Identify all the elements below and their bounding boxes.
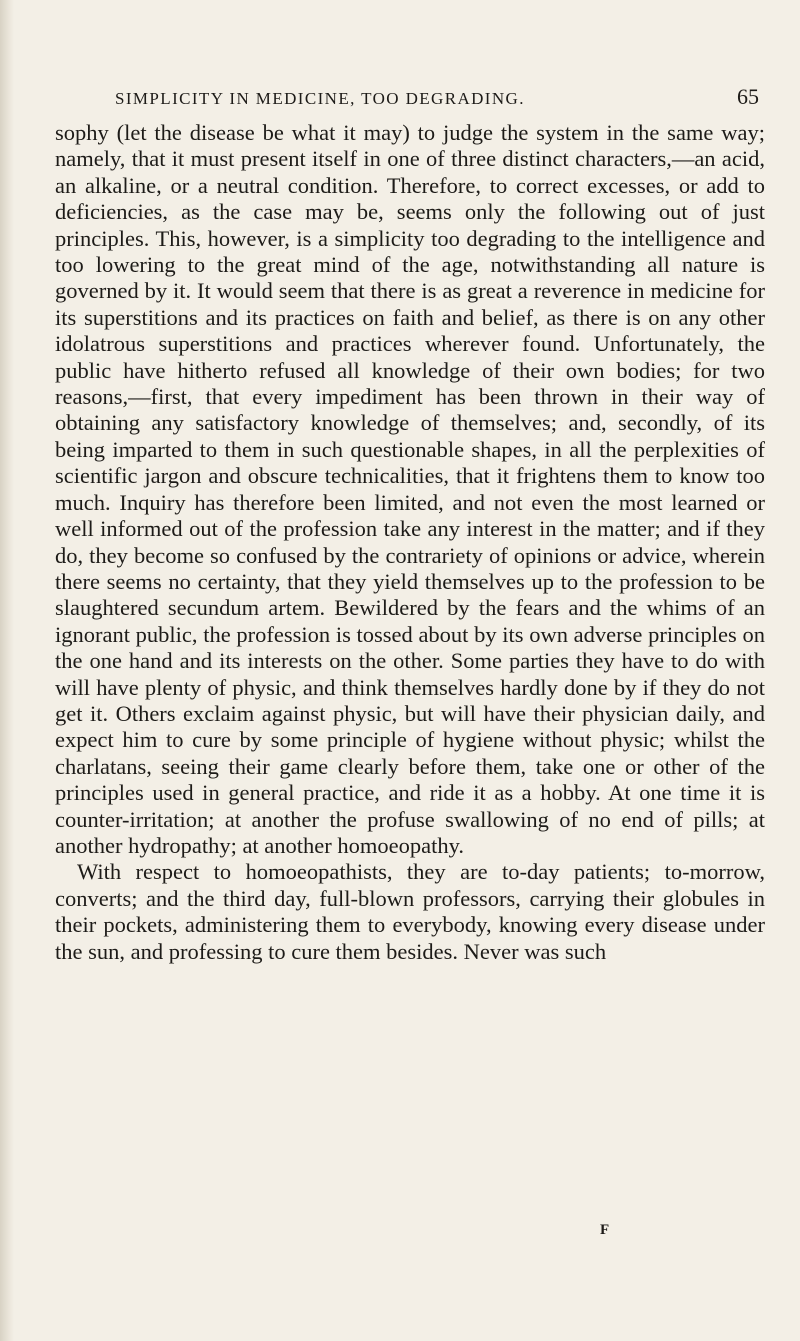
signature-mark: F <box>600 1222 610 1238</box>
running-head <box>55 84 765 120</box>
body-text <box>55 120 765 965</box>
paragraph-continued: sophy (let the disease be what it may) to judge the system in the same way; namely, that it must present itself in one of three distinct characters,—an acid, an alkaline, or a neutral condition. Therefore, to correct excesses, or add to deficiencies, as the case may be, seems only the following out of just principles. This, however, is a simplicity too degrading to the intelligence and too lowering to the great mind of the age, notwithstanding all nature is governed by it. It would seem that there is as great a reverence in medicine for its superstitions and its practices on faith and belief, as there is on any other idolatrous superstitions and practices wherever found. Unfortunately, the public have hitherto refused all knowledge of their own bodies; for two reasons,—first, that every impediment has been thrown in their way of obtaining any satisfactory knowledge of themselves; and, secondly, of its being imparted to them in such questionable shapes, in all the perplexities of scientific jargon and obscure technicalities, that it frightens them to know too much. Inquiry has therefore been limited, and not even the most learned or well informed out of the profession take any interest in the matter; and if they do, they become so confused by the contrariety of opinions or advice, wherein there seems no certainty, that they yield themselves up to the profession to be slaughtered secundum artem. Bewildered by the fears and the whims of an ignorant public, the profession is tossed about by its own adverse principles on the one hand and its interests on the other. Some parties they have to do with will have plenty of physic, and think themselves hardly done by if they do not get it. Others exclaim against physic, but will have their physician daily, and expect him to cure by some principle of hygiene without physic; whilst the charlatans, seeing their game clearly before them, take one or other of the principles used in general practice, and ride it as a hobby. At one time it is counter-irritation; at another the profuse swallowing of no end of pills; at another hydropathy; at another homoeopathy. <box>55 120 765 858</box>
binding-gutter <box>0 0 14 1341</box>
book-page <box>55 84 765 965</box>
paragraph-homoeopathists: With respect to homoeopathists, they are to-day patients; to-morrow, converts; and the third day, full-blown professors, carrying their globules in their pockets, administering them to everybody, knowing every disease under the sun, and professing to cure them besides. Never was such <box>55 859 765 964</box>
running-title: SIMPLICITY IN MEDICINE, TOO DEGRADING. <box>115 89 525 108</box>
page-number: 65 <box>737 84 759 109</box>
